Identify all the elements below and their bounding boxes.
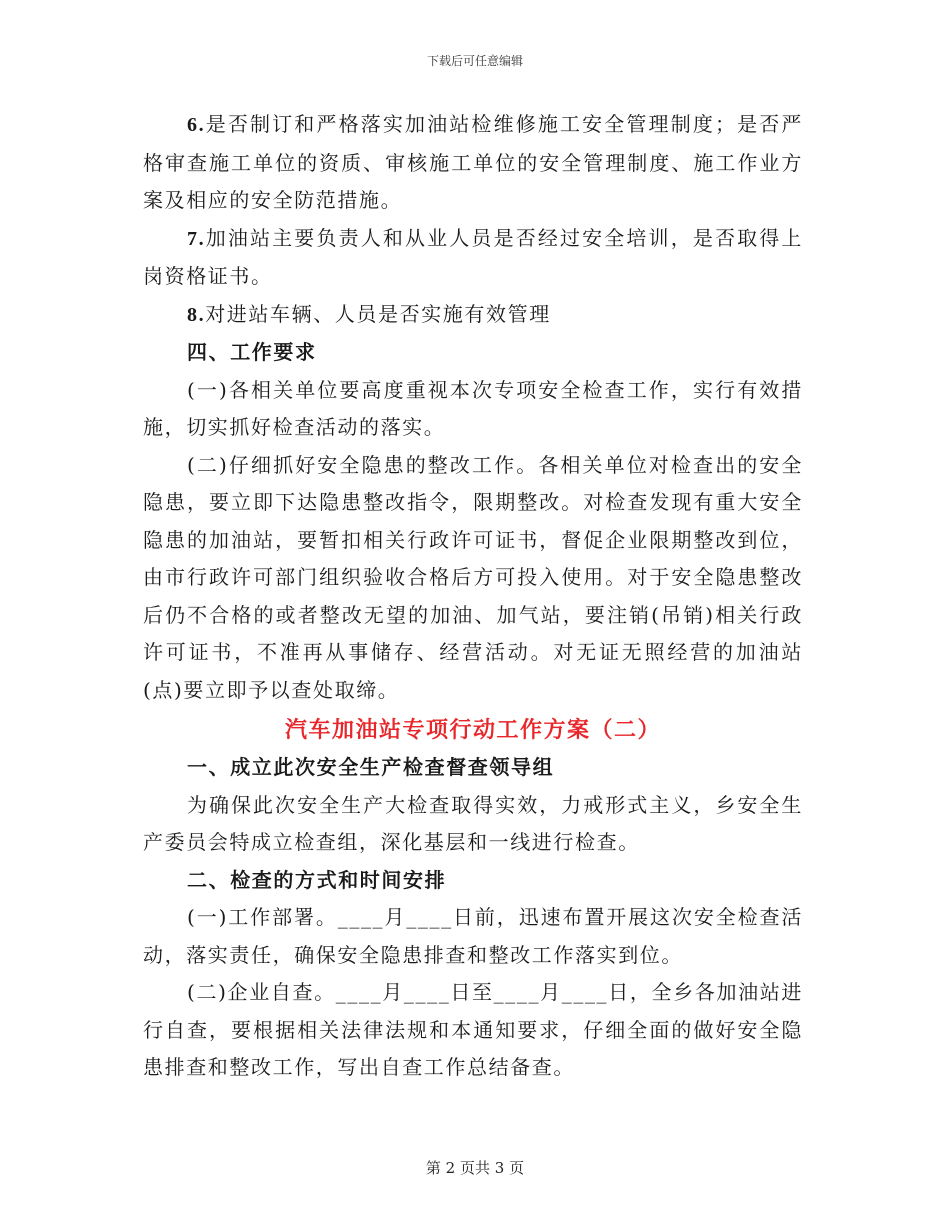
- item-number: 6.: [187, 114, 206, 136]
- item-7: [143, 220, 803, 296]
- item-text: 是否制订和严格落实加油站检维修施工安全管理制度；是否严格审查施工单位的资质、审核施工单位的安全管理制度、施工作业方案及相应的安全防范措施。: [143, 112, 803, 212]
- page-number-footer: 第 2 页共 3 页: [425, 1159, 525, 1177]
- paragraph-leadership-group: 为确保此次安全生产大检查取得实效，力戒形式主义，乡安全生产委员会特成立检查组，深化基层和一线进行检查。: [143, 792, 803, 854]
- item-text: 对进站车辆、人员是否实施有效管理: [205, 301, 551, 326]
- requirement-paragraph-1: (一)各相关单位要高度重视本次专项安全检查工作，实行有效措施，切实抓好检查活动的落实。: [143, 377, 803, 439]
- page-header-note: 下载后可任意编辑: [426, 54, 523, 68]
- item-6: [143, 106, 803, 220]
- item-8: [143, 296, 803, 335]
- paragraph-self-inspection: (二)企业自查。____月____日至____月____日，全乡各加油站进行自查，要根据相关法律法规和本通知要求，仔细全面的做好安全隐患排查和整改工作，写出自查工作总结备查。: [143, 980, 803, 1079]
- requirement-paragraph-2: (二)仔细抓好安全隐患的整改工作。各相关单位对检查出的安全隐患，要立即下达隐患整改指令，限期整改。对检查发现有重大安全隐患的加油站，要暂扣相关行政许可证书，督促企业限期整改到位，由市行政许可部门组织验收合格后方可投入使用。对于安全隐患整改后仍不合格的或者整改无望的加油、加气站，要注销(吊销)相关行政许可证书，不准再从事储存、经营活动。对无证无照经营的加油站(点)要立即予以查处取缔。: [143, 452, 803, 702]
- item-number: 8.: [187, 303, 206, 326]
- document-body: [143, 106, 803, 1087]
- section-heading-work-requirements: 四、工作要求: [187, 340, 317, 364]
- item-text: 加油站主要负责人和从业人员是否经过安全培训，是否取得上岗资格证书。: [143, 225, 803, 288]
- section-heading-inspection-schedule: 二、检查的方式和时间安排: [187, 867, 447, 892]
- section-heading-leadership-group: 一、成立此次安全生产检查督查领导组: [187, 755, 555, 779]
- item-number: 7.: [187, 227, 206, 250]
- paragraph-work-deployment: (一)工作部署。____月____日前，迅速布置开展这次安全检查活动，落实责任，确保安全隐患排查和整改工作落实到位。: [143, 905, 803, 967]
- document-title: 汽车加油站专项行动工作方案（二）: [284, 717, 661, 743]
